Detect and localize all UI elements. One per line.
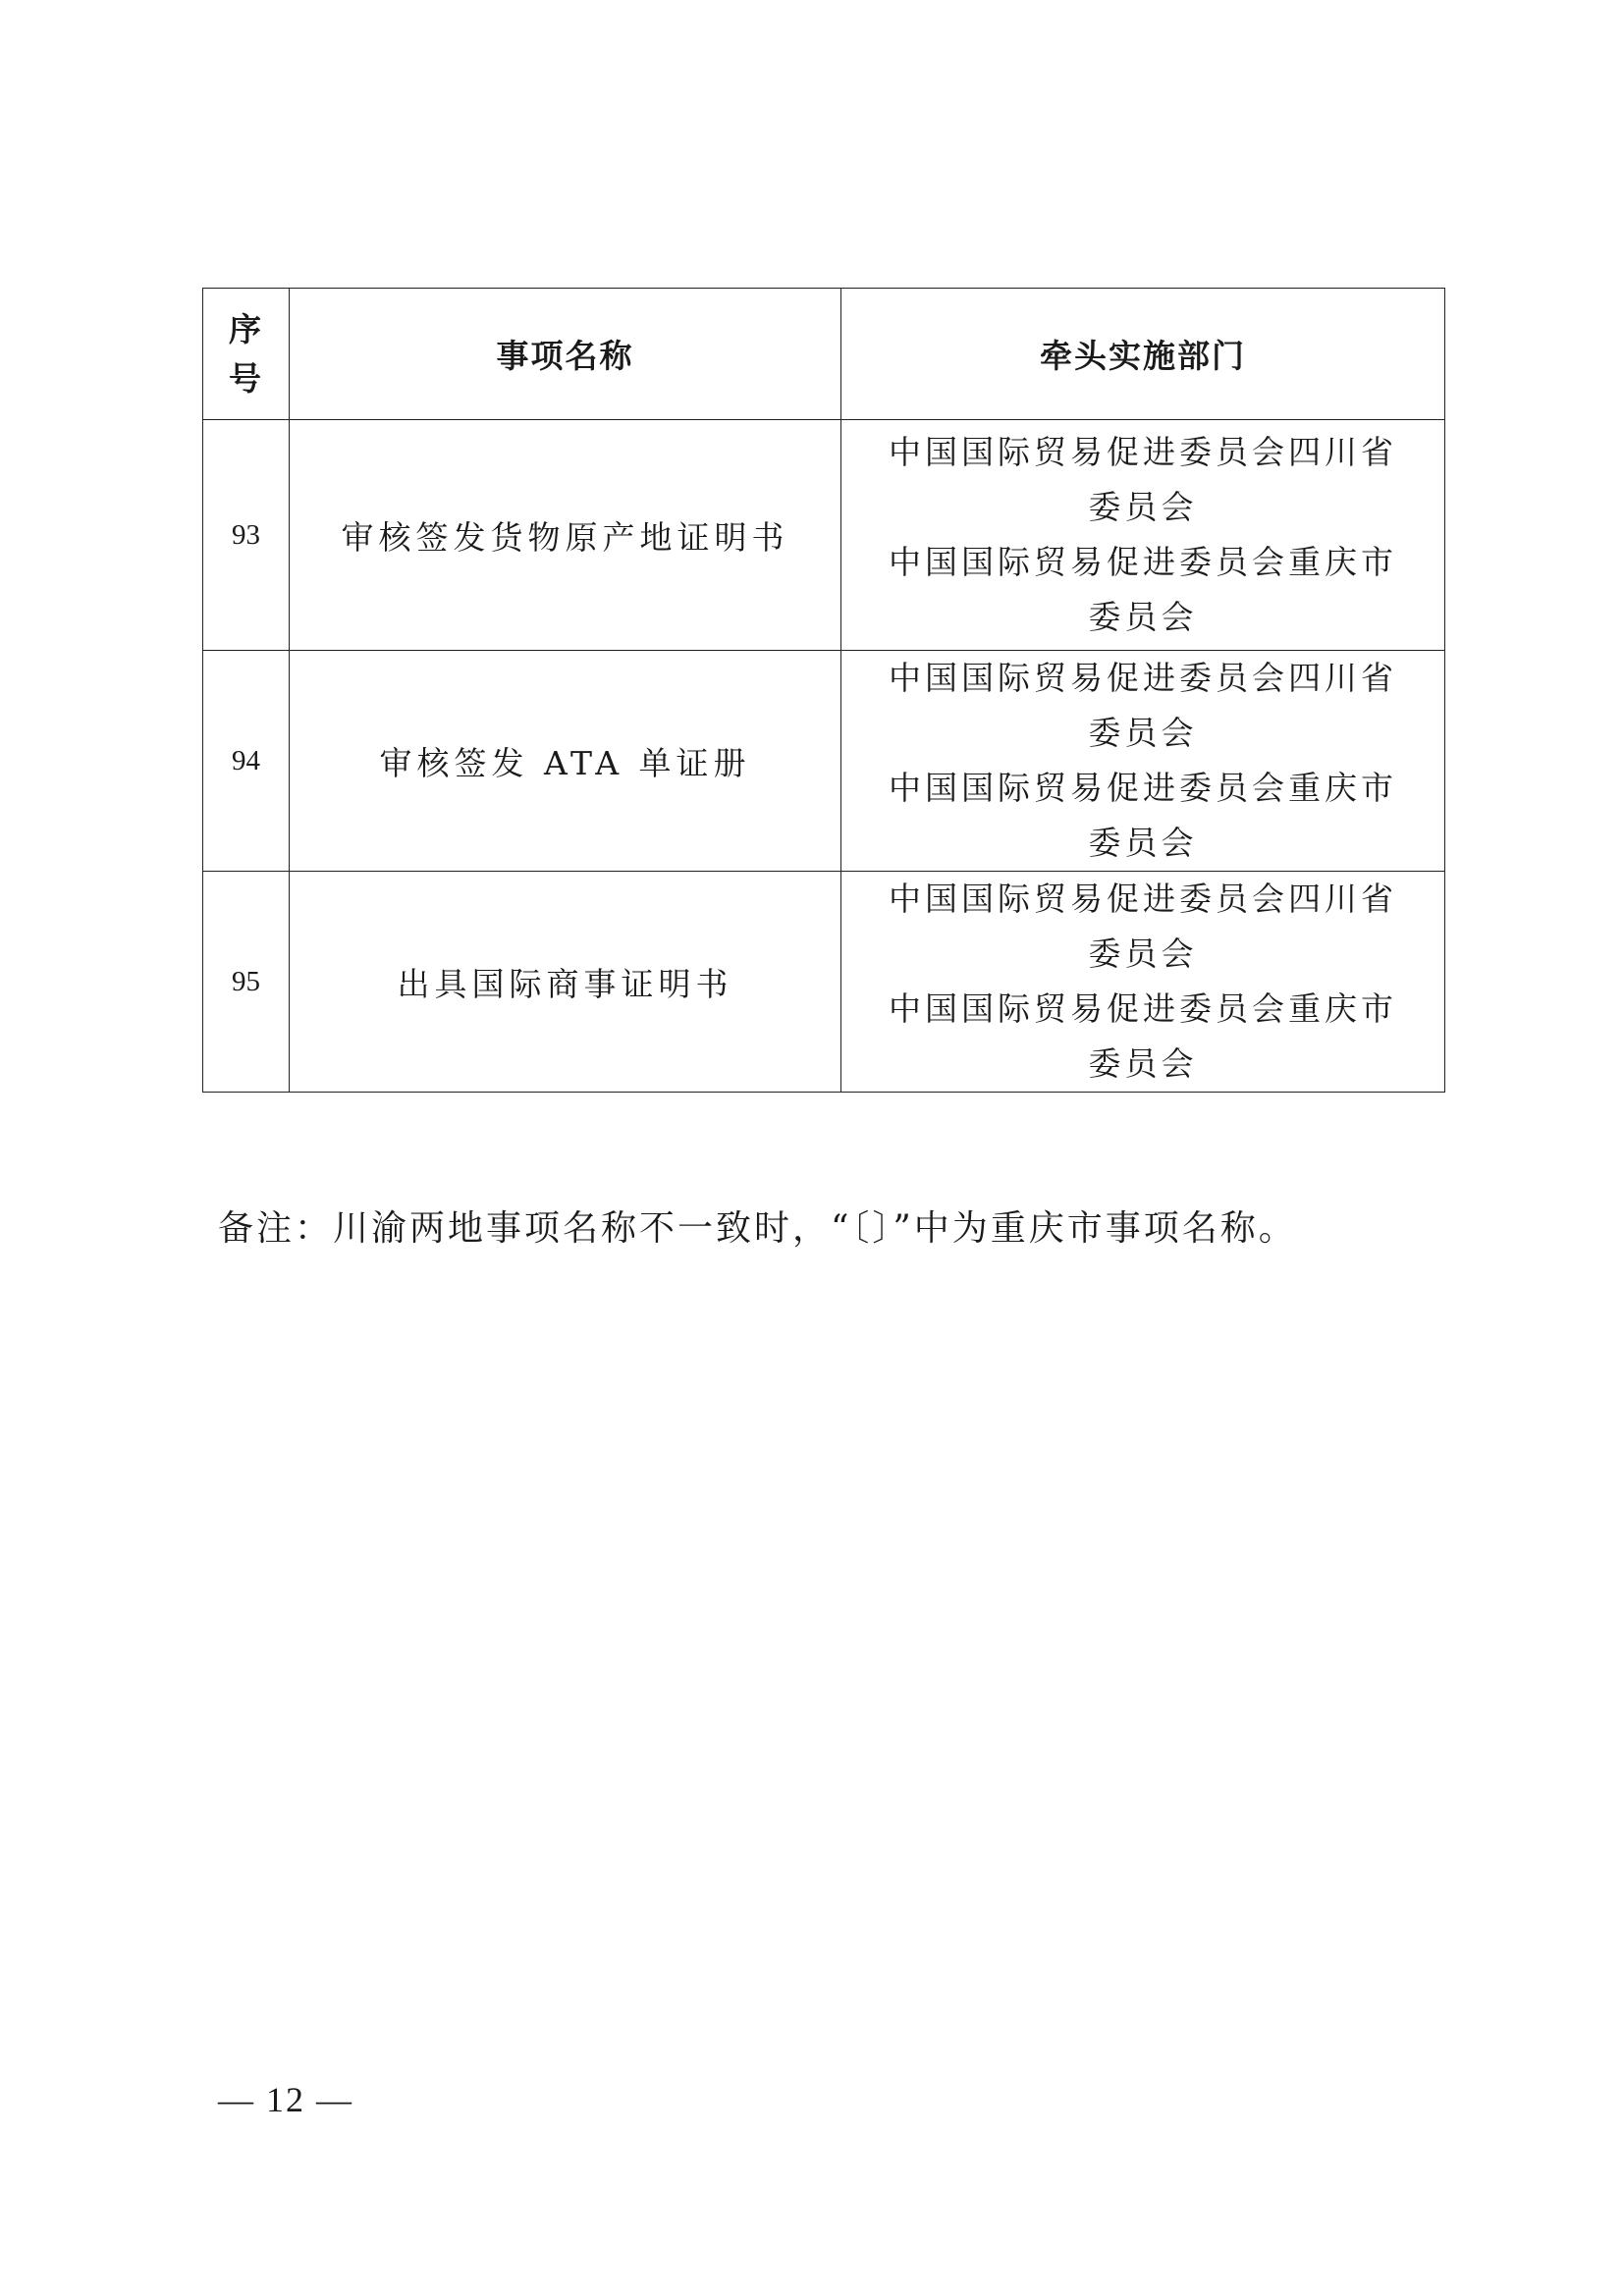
dept-line: 中国国际贸易促进委员会重庆市: [889, 989, 1397, 1028]
row-lead-dept: [841, 420, 1445, 651]
table-row: [203, 651, 1445, 872]
dept-line: 委员会: [1088, 488, 1198, 526]
row-number: 93: [203, 420, 290, 651]
row-number: 94: [203, 651, 290, 872]
table-row: [203, 420, 1445, 651]
dept-line: 中国国际贸易促进委员会重庆市: [889, 769, 1397, 807]
dept-line: 中国国际贸易促进委员会四川省: [889, 659, 1397, 697]
dept-line: 委员会: [1088, 714, 1198, 752]
table-footnote: 备注：川渝两地事项名称不一致时，“〔〕”中为重庆市事项名称。: [218, 1208, 1297, 1249]
dept-line: 中国国际贸易促进委员会重庆市: [889, 543, 1397, 581]
dept-line: 委员会: [1088, 1044, 1198, 1083]
header-item-name: 事项名称: [290, 289, 841, 420]
header-seq: [203, 289, 290, 420]
row-lead-dept: [841, 872, 1445, 1093]
dept-line: 中国国际贸易促进委员会四川省: [889, 880, 1397, 918]
row-number: 95: [203, 872, 290, 1093]
page-number: — 12 —: [218, 2080, 353, 2119]
table-row: [203, 872, 1445, 1093]
header-seq-line1: 序: [229, 309, 263, 348]
dept-line: 中国国际贸易促进委员会四川省: [889, 433, 1397, 471]
row-lead-dept: [841, 651, 1445, 872]
row-item-name: 审核签发货物原产地证明书: [290, 420, 841, 651]
header-seq-line2: 号: [229, 358, 263, 398]
table-header-row: [203, 289, 1445, 420]
row-item-name: 出具国际商事证明书: [290, 872, 841, 1093]
header-lead-dept: 牵头实施部门: [841, 289, 1445, 420]
row-item-name: 审核签发 ATA 单证册: [290, 651, 841, 872]
dept-line: 委员会: [1088, 824, 1198, 862]
matters-table: [202, 288, 1445, 1093]
dept-line: 委员会: [1088, 598, 1198, 636]
dept-line: 委员会: [1088, 934, 1198, 973]
